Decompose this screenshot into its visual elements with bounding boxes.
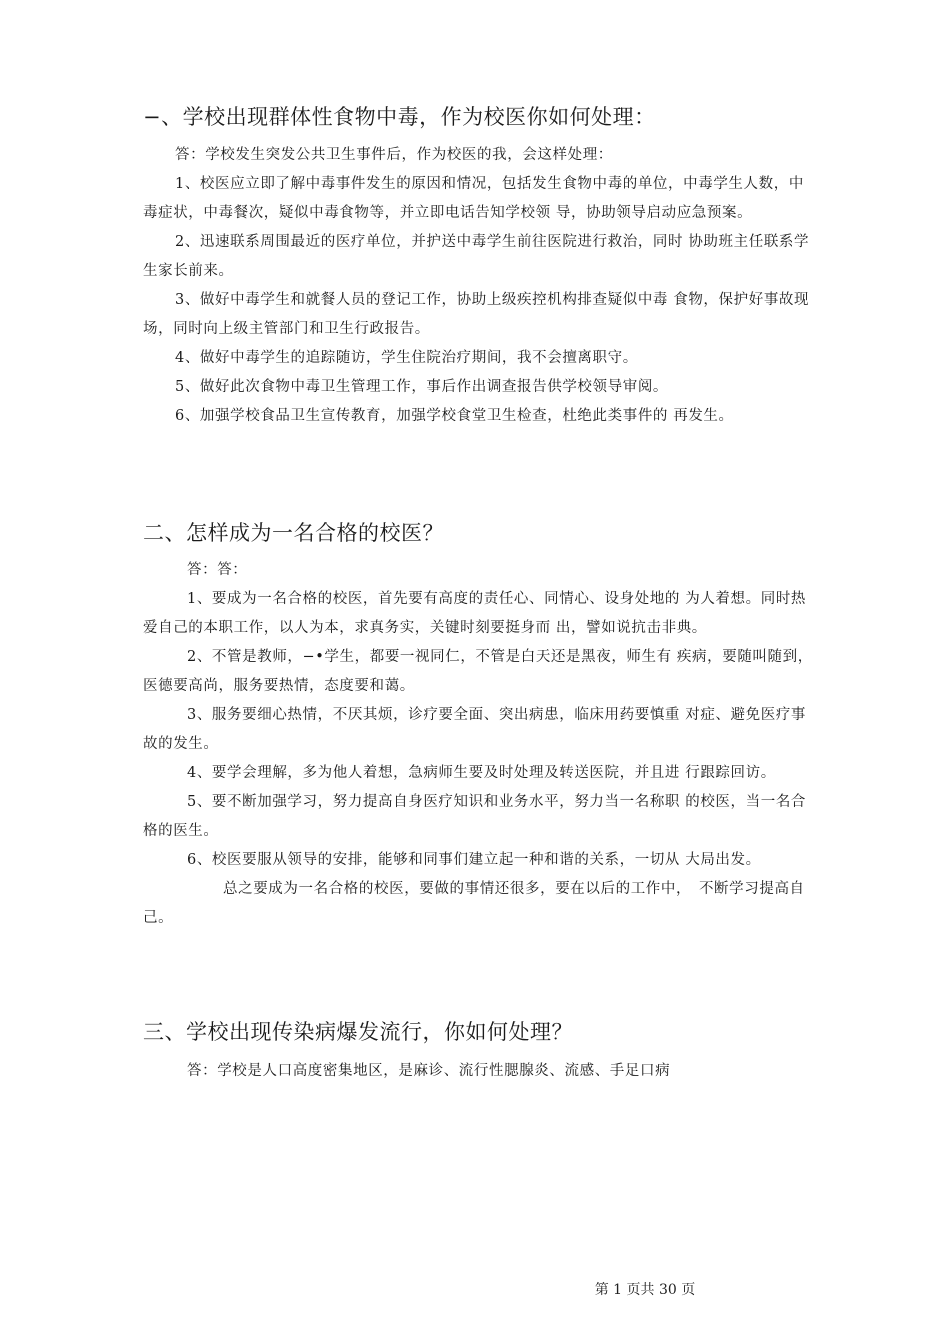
section-2-item-2: 2、不管是教师，−•学生，都要一视同仁，不管是白天还是黑夜，师生有 疾病，要随叫随到，医德要高尚，服务要热情，态度要和蔼。 xyxy=(143,649,813,694)
section-2-heading: 二、怎样成为一名合格的校医？ xyxy=(143,521,444,545)
section-2-item-6: 6、校医要服从领导的安排，能够和同事们建立起一种和谐的关系，一切从 大局出发。 xyxy=(187,852,761,868)
section-2-item-5: 5、要不断加强学习，努力提高自身医疗知识和业务水平，努力当一名称职 的校医，当一名合格的医生。 xyxy=(143,794,807,839)
section-2-item-3: 3、服务要细心热情，不厌其烦，诊疗要全面、突出病患，临床用药要慎重 对症、避免医疗事故的发生。 xyxy=(143,707,807,752)
section-2-body xyxy=(0,556,950,933)
page-number: 第 1 页共 30 页 xyxy=(594,1282,696,1298)
section-3-heading: 三、学校出现传染病爆发流行，你如何处理？ xyxy=(143,1020,573,1044)
section-1-item-5: 5、做好此次食物中毒卫生管理工作，事后作出调查报告供学校领导审阅。 xyxy=(175,379,669,395)
section-1-item-1: 1、校医应立即了解中毒事件发生的原因和情况，包括发生食物中毒的单位，中毒学生人数，中毒症状，中毒餐次，疑似中毒食物等，并立即电话告知学校领 导，协助领导启动应急预案。 xyxy=(143,176,804,221)
section-1-body xyxy=(0,141,950,431)
section-1-item-4: 4、做好中毒学生的追踪随访，学生住院治疗期间，我不会擅离职守。 xyxy=(175,350,638,366)
section-1-item-3: 3、做好中毒学生和就餐人员的登记工作，协助上级疾控机构排查疑似中毒 食物，保护好事故现场，同时向上级主管部门和卫生行政报告。 xyxy=(143,292,810,337)
section-2-summary: 总之要成为一名合格的校医，要做的事情还很多，要在以后的工作中， 不断学习提高自己。 xyxy=(143,881,805,926)
section-1-item-6: 6、加强学校食品卫生宣传教育，加强学校食堂卫生检查，杜绝此类事件的 再发生。 xyxy=(175,408,734,424)
section-1-item-2: 2、迅速联系周围最近的医疗单位，并护送中毒学生前往医院进行救治，同时 协助班主任联系学生家长前来。 xyxy=(143,234,810,279)
section-1-heading: −、学校出现群体性食物中毒，作为校医你如何处理： xyxy=(143,105,656,129)
section-2-item-4: 4、要学会理解，多为他人着想，急病师生要及时处理及转送医院，并且进 行跟踪回访。 xyxy=(187,765,776,781)
section-3-body xyxy=(0,1057,950,1086)
section-3-answer-intro: 答：学校是人口高度密集地区，是麻诊、流行性腮腺炎、流感、手足口病 xyxy=(187,1063,671,1079)
page-footer xyxy=(0,1279,950,1299)
section-2-answer-intro: 答：答： xyxy=(187,562,248,578)
section-2-item-1: 1、要成为一名合格的校医，首先要有高度的责任心、同情心、设身处地的 为人着想。同时热爱自己的本职工作，以人为本，求真务实，关键时刻要挺身而 出，譬如说抗击非典。 xyxy=(143,591,807,636)
section-1-answer-intro: 答：学校发生突发公共卫生事件后，作为校医的我，会这样处理： xyxy=(175,147,613,163)
